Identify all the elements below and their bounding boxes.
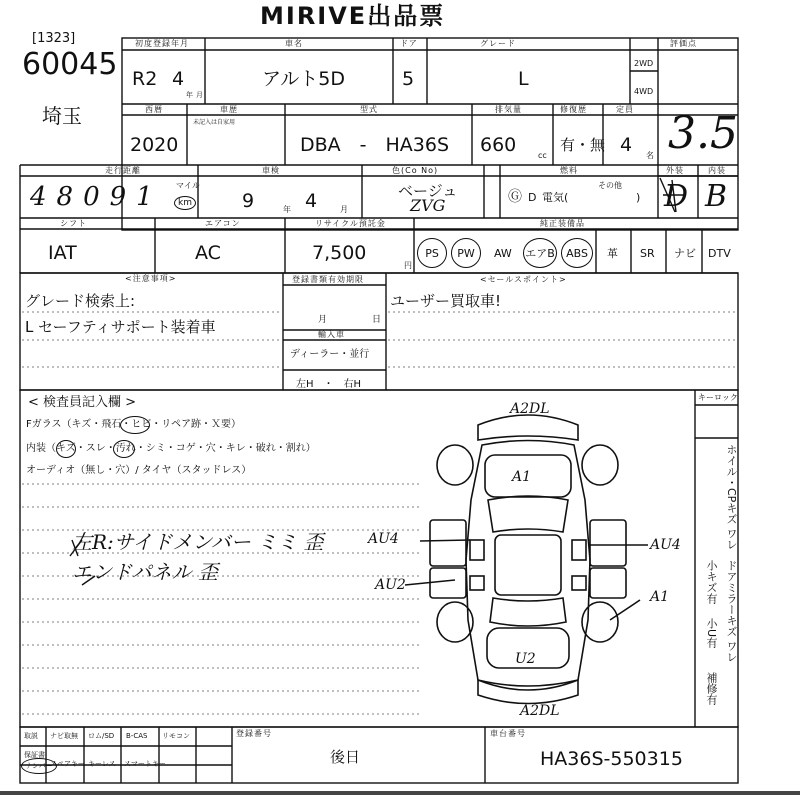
equipment-ps: PS (417, 238, 447, 268)
inspector-note-2: 内装（キズ・スレ・汚れ・シミ・コゲ・穴・キレ・破れ・割れ） (26, 443, 316, 454)
yen-unit: 円 (404, 261, 412, 270)
ac-label: エアコン (205, 219, 241, 228)
inspection-label: 車検 (262, 166, 280, 175)
item-navi: ナビ取無 (50, 732, 78, 740)
item-spare-key: スペアキー (50, 760, 85, 768)
model-value: DBA - HA36S (300, 134, 450, 156)
recycle-label: リサイクル預託金 (315, 219, 386, 228)
model-label: 型式 (360, 105, 378, 114)
interior-scratch-circle (56, 440, 76, 458)
inspection-year-unit: 年 (283, 205, 291, 214)
door-count: 5 (402, 68, 415, 90)
grade-value: L (518, 68, 529, 90)
category-note: 未記入は自家用 (193, 119, 236, 126)
fuel-electric: 電気( (542, 191, 569, 204)
item-smart-key: スマートキー (124, 760, 166, 768)
sales-point-label: <セールスポイント> (480, 275, 567, 284)
equipment-leather: 革 (607, 247, 618, 260)
repair-label: 修復歴 (560, 105, 587, 114)
interior-dirt-circle (113, 440, 135, 458)
repair-value: 有・無 (560, 136, 606, 154)
fuel-close: ) (636, 191, 641, 204)
side-note-wheel: ホイル・CPキズ ワレ (725, 444, 738, 550)
exterior-grade: D (664, 179, 689, 214)
mark-left-rear: AU2 (375, 577, 406, 593)
color-code: ZVG (410, 196, 446, 215)
seats-unit: 名 (646, 151, 654, 160)
side-note-small-scratch: 小キズ有 (705, 560, 718, 604)
equipment-pw: PW (451, 238, 481, 268)
km-unit: km (174, 196, 196, 210)
note-line-2: L セーフティサポート装着車 (25, 318, 216, 336)
document-title: MIRIVE出品票 (260, 2, 446, 30)
mileage-value: 48091 (30, 182, 163, 212)
equipment-airbag: エアB (523, 238, 557, 268)
equipment-sr: SR (640, 247, 655, 260)
import-dealer: ディーラー・並行 (290, 349, 370, 360)
item-manual: 取説 (24, 732, 38, 740)
mark-left-door: AU4 (368, 531, 399, 547)
reg-doc-day-unit: 日 (372, 315, 382, 325)
handwritten-line-1: 左R:サイドメンバー ミミ 歪 (72, 530, 324, 554)
reg-doc-month-unit: 月 (318, 315, 328, 325)
side-note-small-dent: 小U有 (705, 618, 718, 649)
seats-label: 定員 (616, 105, 634, 114)
name-label: 車名 (285, 39, 303, 48)
item-warranty: 保証書 (24, 751, 45, 759)
reg-month: 4 (172, 68, 185, 90)
inspection-month-unit: 月 (340, 205, 348, 214)
inspector-note-3: オーディオ（無し・穴）/ タイヤ（スタッドレス） (26, 465, 252, 476)
grade-label: グレード (480, 39, 516, 48)
import-handle: 左H ・ 右H (296, 379, 362, 390)
equipment-label: 純正装備品 (540, 219, 585, 228)
item-keyless: キーレス (88, 760, 116, 768)
wd2-label: 2WD (634, 59, 654, 68)
year-unit: 年 (186, 91, 193, 99)
fuel-label: 燃料 (560, 166, 578, 175)
lot-number: 60045 (22, 47, 118, 82)
windshield-chip-circle (120, 416, 150, 434)
import-label: 輸入車 (318, 330, 345, 339)
ac-value: AC (195, 242, 221, 264)
year-value: 2020 (130, 134, 179, 156)
doors-label: ドア (400, 39, 418, 48)
displacement-label: 排気量 (495, 105, 522, 114)
sales-point-value: ユーザー買取車! (390, 292, 502, 310)
mark-rear-bumper: A2DL (520, 703, 560, 719)
note-line-1: グレード検索上: (25, 292, 136, 310)
fuel-gasoline: Ⓖ (508, 189, 522, 205)
equipment-aw: AW (494, 247, 512, 260)
inspector-label: < 検査員記入欄 > (28, 395, 137, 410)
region-name: 埼玉 (42, 104, 82, 128)
mark-right-rear: A1 (650, 589, 670, 605)
exterior-label: 外装 (666, 166, 684, 175)
shift-value: IAT (48, 242, 77, 264)
item-number-plate: ナンバー (21, 758, 57, 774)
cc-unit: cc (538, 151, 547, 160)
item-bcas: B-CAS (126, 732, 148, 740)
color-value: ベージュ (398, 182, 458, 200)
mark-trunk: U2 (515, 651, 536, 667)
equipment-navi: ナビ (674, 247, 696, 260)
fuel-diesel: D (528, 191, 537, 204)
wd4-label: 4WD (634, 87, 654, 96)
interior-label: 内装 (708, 166, 726, 175)
side-note-repaired: 補修有 (705, 672, 718, 705)
year-label: 初度登録年月 (135, 39, 189, 48)
inspector-note-1: Fガラス（キズ・飛石・ヒビ・リペア跡・Ｘ要） (26, 419, 242, 430)
shift-label: シフト (60, 219, 87, 228)
vehicle-name: アルト5D (262, 68, 345, 90)
inspection-month: 4 (305, 190, 318, 212)
notes-label: <注意事項> (125, 274, 177, 283)
recycle-fee: 7,500 (312, 242, 367, 264)
seats-value: 4 (620, 134, 633, 156)
handwritten-line-2: エンドパネル 歪 (72, 560, 218, 584)
side-note-mirror: ドアミラーキズ ワレ (725, 560, 738, 663)
western-year-label: 西暦 (145, 105, 163, 114)
chassis-label: 車台番号 (490, 729, 526, 738)
chassis-value: HA36S-550315 (540, 748, 683, 770)
mark-hood: A1 (512, 469, 532, 485)
score-value: 3.5 (668, 108, 738, 159)
equipment-dtv: DTV (708, 247, 731, 260)
displacement-value: 660 (480, 134, 517, 156)
era-year: R2 (132, 68, 158, 90)
lot-bracket: [1323] (32, 31, 76, 46)
score-label: 評価点 (670, 39, 697, 48)
interior-grade: B (705, 179, 728, 214)
regnum-label: 登録番号 (236, 729, 272, 738)
color-label: 色(Co No) (392, 166, 439, 175)
mark-front-bumper: A2DL (510, 401, 550, 417)
item-rom: ロム/SD (88, 732, 115, 740)
reg-doc-label: 登録書類有効期限 (292, 275, 364, 284)
item-remote: リモコン (162, 732, 190, 740)
mile-unit: マイル (176, 181, 200, 190)
regnum-value: 後日 (330, 748, 361, 766)
fuel-other: その他 (598, 181, 622, 190)
mark-right-door: AU4 (650, 537, 681, 553)
mileage-label: 走行距離 (105, 166, 141, 175)
keylock-label: キーロック (698, 393, 738, 402)
inspection-year: 9 (242, 190, 255, 212)
month-unit: 月 (196, 91, 203, 99)
category-label: 車歴 (220, 105, 238, 114)
equipment-abs: ABS (561, 238, 593, 268)
